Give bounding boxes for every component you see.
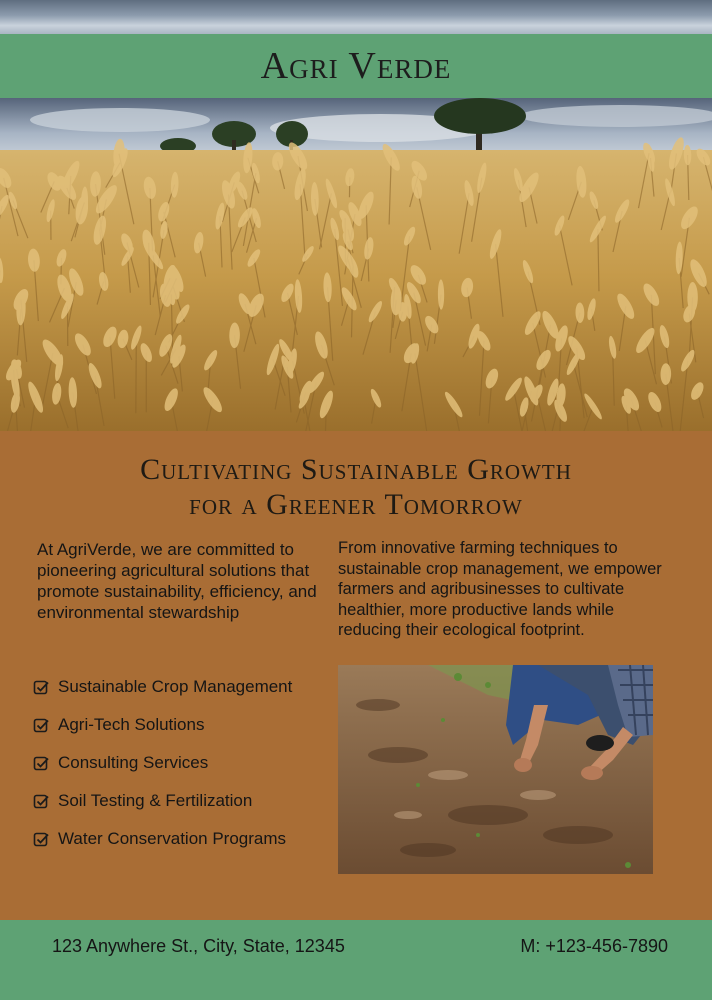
checkbox-icon <box>33 831 50 848</box>
service-item <box>33 782 323 820</box>
soil-hands-photo <box>338 665 653 874</box>
checkbox-icon <box>33 717 50 734</box>
service-label: Agri-Tech Solutions <box>58 715 205 734</box>
checkbox-icon <box>33 679 50 696</box>
service-label: Consulting Services <box>58 753 209 772</box>
headline-line-1: Cultivating Sustainable Growth <box>140 453 572 486</box>
service-item <box>33 820 323 858</box>
brand-title: Agri Verde <box>260 45 452 87</box>
footer-phone: M: +123-456-7890 <box>520 936 668 956</box>
service-item <box>33 668 323 706</box>
headline-line-2: for a Greener Tomorrow <box>189 488 523 521</box>
services-list <box>33 668 323 858</box>
service-item <box>33 744 323 782</box>
footer-bar <box>0 920 712 1000</box>
intro-left-paragraph: At AgriVerde, we are committed to pioneering agricultural solutions that promote sustainability, efficiency, and environmental stewardship <box>37 540 317 622</box>
checkbox-icon <box>33 755 50 772</box>
sky-strip-image <box>0 0 712 34</box>
service-label: Water Conservation Programs <box>58 829 287 848</box>
checkbox-icon <box>33 793 50 810</box>
intro-right-paragraph: From innovative farming techniques to sustainable crop management, we empower farmers and agribusinesses to cultivate healthier, more productive lands while reducing their ecological footprint. <box>338 539 662 639</box>
service-label: Soil Testing & Fertilization <box>58 791 253 810</box>
headline <box>0 452 712 522</box>
wheat-field-image <box>0 98 712 431</box>
service-item <box>33 706 323 744</box>
header-bar <box>0 34 712 98</box>
service-label: Sustainable Crop Management <box>58 677 293 696</box>
footer-address: 123 Anywhere St., City, State, 12345 <box>52 936 345 956</box>
